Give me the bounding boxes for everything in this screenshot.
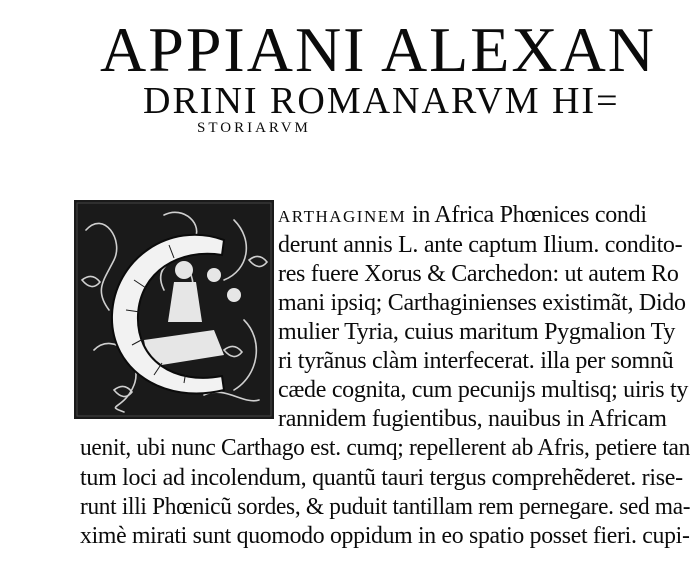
text-line-1 bbox=[278, 200, 647, 232]
text-line-7: cæde cognita, cum pecunijs multisq; uiris ty bbox=[278, 377, 689, 403]
text-line-9: uenit, ubi nunc Carthago est. cumq; repellerent ab Afris, petiere tan bbox=[80, 435, 691, 461]
text-line-8: rannidem fugientibus, nauibus in Africam bbox=[278, 406, 667, 432]
first-word-small-caps: ARTHAGINEM bbox=[278, 207, 407, 226]
text-line-2: derunt annis L. ante captum Ilium. condito- bbox=[278, 232, 683, 258]
text-line-4: mani ipsiq; Carthaginienses existimãt, Dido bbox=[278, 290, 686, 316]
text-line-6: ri tyrãnus clàm interfecerat. illa per somnũ bbox=[278, 348, 674, 374]
title-line-3: STORIARVM bbox=[197, 120, 311, 136]
text-line-12: ximè mirati sunt quomodo oppidum in eo spatio posset fieri. cupi- bbox=[80, 523, 690, 549]
text-line-11: runt illi Phœnicũ sordes, & puduit tantillam rem pernegare. sed ma- bbox=[80, 494, 691, 520]
text-line-10: tum loci ad incolendum, quantũ tauri tergus comprehẽderet. rise- bbox=[80, 465, 683, 491]
decorated-initial-c-woodcut bbox=[74, 200, 274, 419]
text-line-3: res fuere Xorus & Carchedon: ut autem Ro bbox=[278, 261, 679, 287]
text-line-5: mulier Tyria, cuius maritum Pygmalion Ty bbox=[278, 319, 676, 345]
title-line-1: APPIANI ALEXAN bbox=[100, 14, 656, 85]
text-line-1-rest: in Africa Phœnices condi bbox=[406, 202, 647, 228]
title-line-2: DRINI ROMANARVM HI= bbox=[143, 80, 620, 122]
